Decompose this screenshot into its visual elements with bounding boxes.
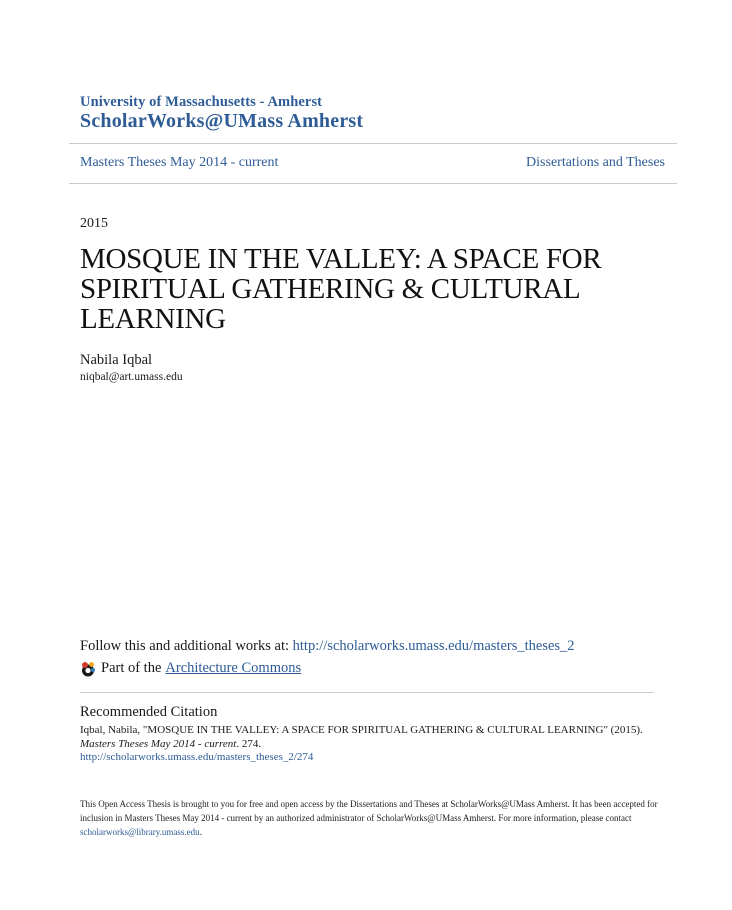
collections-divider	[69, 183, 677, 184]
follow-label: Follow this and additional works at:	[80, 638, 293, 654]
architecture-commons-link[interactable]: Architecture Commons	[165, 660, 302, 676]
notice-text: This Open Access Thesis is brought to you for free and open access by the Dissertations and Theses at ScholarWorks@UMass Amherst. It has been accepted for inclusion in Masters Theses May 2014 - current by an authorized administrator of ScholarWorks@UMass Amherst. For more information, please contact	[80, 799, 658, 823]
follow-url-link[interactable]: http://scholarworks.umass.edu/masters_theses_2	[292, 638, 575, 654]
author-name: Nabila Iqbal	[80, 352, 153, 368]
commons-network-icon	[80, 661, 96, 677]
part-of-label: Part of the	[101, 660, 162, 676]
follow-line	[80, 638, 575, 655]
collection-link-dissertations[interactable]: Dissertations and Theses	[526, 155, 665, 170]
citation-series-line	[80, 738, 261, 750]
publication-year: 2015	[80, 216, 108, 231]
author-email: niqbal@art.umass.edu	[80, 371, 183, 383]
open-access-notice	[80, 797, 660, 839]
notice-end: .	[199, 827, 202, 837]
contact-email-link[interactable]: scholarworks@library.umass.edu	[80, 827, 200, 837]
citation-url-link[interactable]: http://scholarworks.umass.edu/masters_theses_2/274	[80, 751, 314, 763]
recommended-citation-heading: Recommended Citation	[80, 704, 218, 720]
citation-divider	[80, 692, 654, 693]
site-name-link[interactable]: ScholarWorks@UMass Amherst	[80, 110, 364, 132]
institution-name[interactable]: University of Massachusetts - Amherst	[80, 94, 323, 110]
citation-number: . 274.	[236, 738, 262, 750]
citation-series: Masters Theses May 2014 - current	[80, 738, 237, 750]
header-divider	[69, 143, 677, 144]
citation-text: Iqbal, Nabila, "MOSQUE IN THE VALLEY: A SPACE FOR SPIRITUAL GATHERING & CULTURAL LEARNING" (2015).	[80, 724, 643, 736]
part-of-line	[80, 660, 301, 677]
document-title: MOSQUE IN THE VALLEY: A SPACE FOR SPIRITUAL GATHERING & CULTURAL LEARNING	[80, 243, 602, 335]
collection-link-masters-theses[interactable]: Masters Theses May 2014 - current	[80, 155, 279, 170]
